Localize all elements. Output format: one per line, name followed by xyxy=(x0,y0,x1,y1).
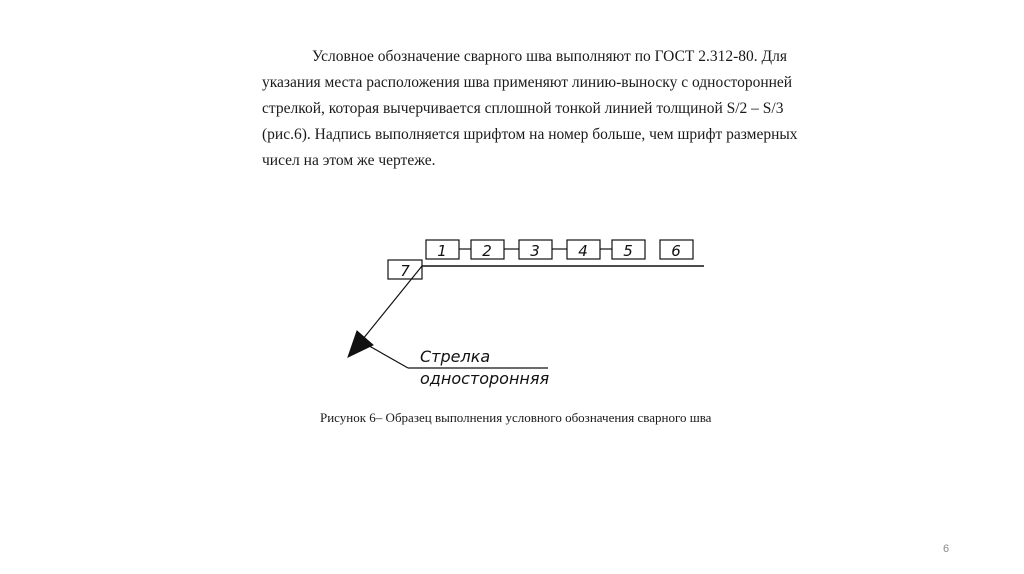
paragraph-line: указания места расположения шва применяют линию-выноску с односторонней xyxy=(262,74,793,91)
paragraph-line: стрелкой, которая вычерчивается сплошной тонкой линией толщиной S/2 – S/3 xyxy=(262,100,784,117)
box-label: 6 xyxy=(671,242,681,260)
annotation-line-1: Стрелка xyxy=(420,347,491,366)
one-sided-arrow-icon xyxy=(348,331,373,357)
box-label: 4 xyxy=(578,242,588,260)
figure-caption: Рисунок 6– Образец выполнения условного обозначения сварного шва xyxy=(320,410,712,425)
page-number: 6 xyxy=(942,543,950,555)
annotation-line-2: односторонняя xyxy=(420,369,550,388)
paragraph-line: чисел на этом же чертеже. xyxy=(262,152,436,169)
box-label: 1 xyxy=(437,242,447,260)
paragraph-line: Условное обозначение сварного шва выполняют по ГОСТ 2.312-80. Для xyxy=(312,48,787,65)
box-label: 7 xyxy=(400,262,410,280)
box-label: 2 xyxy=(482,242,492,260)
box-label: 5 xyxy=(623,242,633,260)
paragraph-line: (рис.6). Надпись выполняется шрифтом на номер больше, чем шрифт размерных xyxy=(262,126,798,143)
annotation-leader xyxy=(364,343,408,368)
box-label: 3 xyxy=(530,242,540,260)
